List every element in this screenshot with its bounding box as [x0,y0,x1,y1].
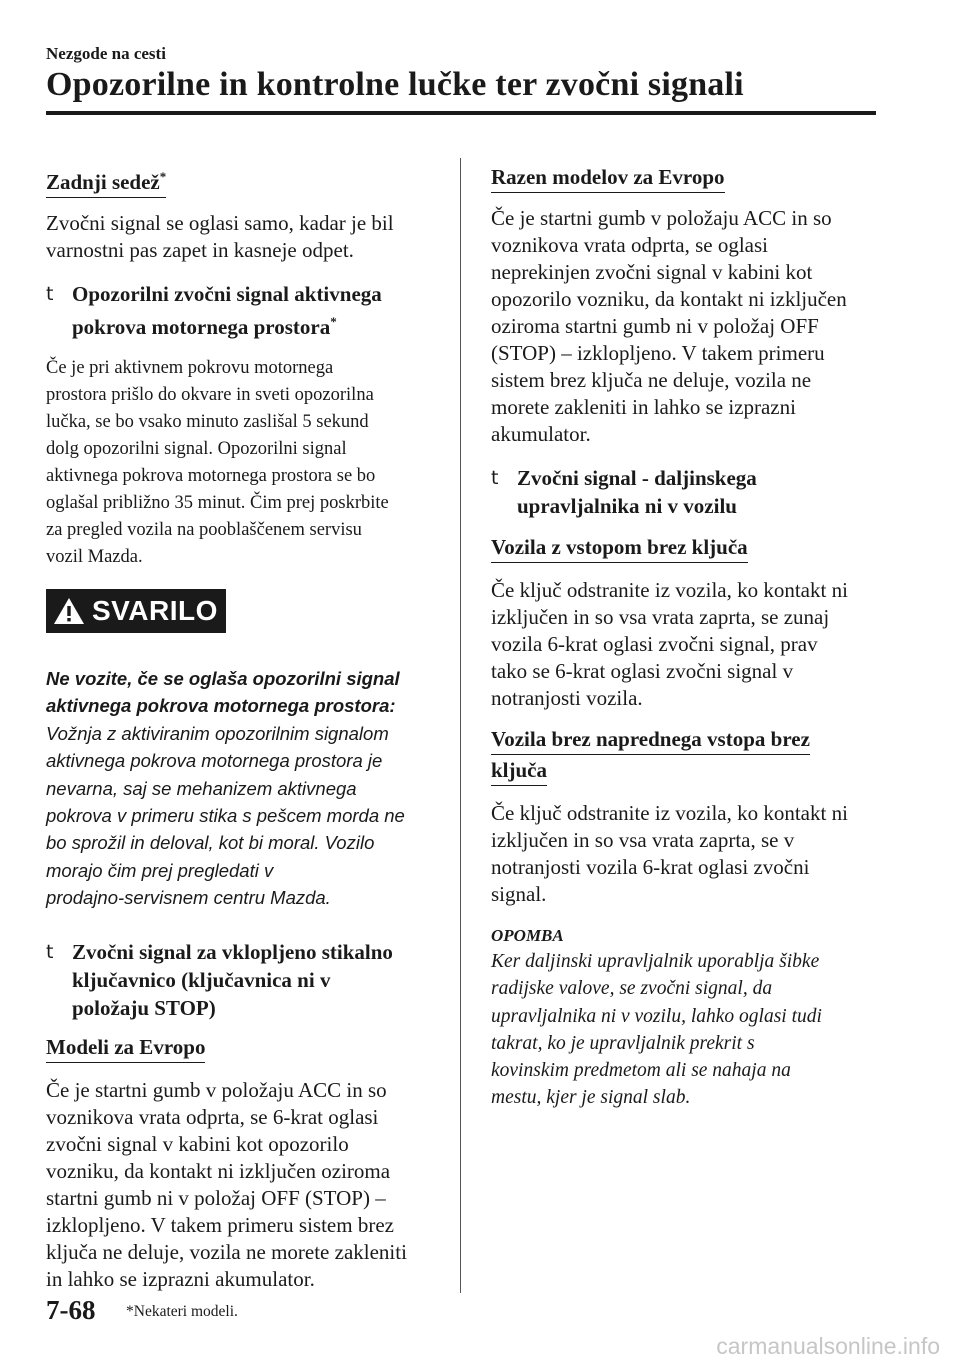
heading-ignition-switch: t Zvočni signal za vklopljeno stikalno ključavnico (ključavnica ni v položaju STOP) [46,939,393,1020]
left-column [46,160,436,1293]
note-text: Ker daljinski upravljalnik uporablja šibke radijske valove, se zvočni signal, da upravljalnika ni v vozilu, lahko oglasi tudi takrat, ko je upravljalnik prekrit s kovinskim predmetom ali se nahaja na mestu, kjer je signal slab. [491,951,822,1109]
page-title: Opozorilne in kontrolne lučke ter zvočni signali [46,66,744,103]
heading-no-advanced-keyless-line2: ključa [491,757,547,786]
heading-europe-models: Modeli za Evropo [46,1034,205,1063]
bullet-marker: t [46,283,54,305]
header-divider [46,111,876,115]
page-number: 7-68 [46,1295,96,1325]
section-label: Nezgode na cesti [46,44,166,63]
paragraph-no-advanced-keyless: Če ključ odstranite iz vozila, ko kontakt ni izključen in so vsa vrata zaprta, se v notranjosti vozila 6-krat oglasi zvočni signal. [491,801,848,906]
heading-active-bonnet: t Opozorilni zvočni signal aktivnega pokrova motornega prostora* [46,282,382,339]
warning-badge: SVARILO [46,589,226,633]
paragraph-europe-models: Če je startni gumb v položaju ACC in so voznikova vrata odprta, se 6-krat oglasi zvočni signal v kabini kot opozorilo vozniku, da kontakt ni izključen oziroma startni gumb ni v položaj OFF (STOP) – izklopljeno. V takem primeru sistem brez ključa ne deluje, vozila ne morete zakleniti in lahko se izprazni akumulator. [46,1077,407,1291]
bullet-marker: t [46,940,54,963]
right-column [491,160,881,1112]
heading-keyless-entry: Vozila z vstopom brez ključa [491,534,748,563]
footnote: *Nekateri modeli. [126,1303,238,1320]
bullet-marker: t [491,467,499,489]
paragraph-keyless-entry: Če ključ odstranite iz vozila, ko kontakt ni izključen in so vsa vrata zaprta, se zunaj vozila 6-krat oglasi zvočni signal, prav tako se 6-krat oglasi zvočni signal v notranjosti vozila. [491,578,848,710]
heading-remote-not-in-vehicle: t Zvočni signal - daljinskega upravljalnika ni v vozilu [491,466,757,518]
heading-except-europe: Razen modelov za Evropo [491,164,725,193]
note-title: OPOMBA [491,926,564,945]
column-divider [460,158,461,1293]
paragraph-active-bonnet: Če je pri aktivnem pokrovu motornega prostora prišlo do okvare in sveti opozorilna lučka, se bo vsako minuto zaslišal 5 sekund dolg opozorilni signal. Opozorilni signal aktivnega pokrova motornega prostora se bo oglašal približno 35 minut. Čim prej poskrbite za pregled vozila na pooblaščenem servisu vozil Mazda. [46,358,389,567]
paragraph-except-europe: Če je startni gumb v položaju ACC in so voznikova vrata odprta, se oglasi neprekinjen zvočni signal v kabini kot opozorilo vozniku, da kontakt ni izključen oziroma startni gumb ni v položaj OFF (STOP) – izklopljeno. V takem primeru sistem brez ključa ne deluje, vozila ne morete zakleniti in lahko se izprazni akumulator. [491,206,847,446]
watermark: carmanualsonline.info [716,1333,940,1359]
warning-triangle-icon [52,596,86,626]
heading-rear-seat: Zadnji sedež* [46,164,166,198]
heading-no-advanced-keyless: Vozila brez naprednega vstopa brez [491,726,810,755]
warning-text: Ne vozite, če se oglaša opozorilni signal aktivnega pokrova motornega prostora: Vožnja z aktiviranim opozorilnim signalom aktivnega pokrova motornega prostora je nevarna, saj se mehanizem aktivnega pokrova v primeru stika s pešcem morda ne bo sprožil in deloval, kot bi moral. Vozilo morajo čim prej pregledati v prodajno-servisnem centru Mazda. [46,668,405,909]
paragraph-rear-seat: Zvočni signal se oglasi samo, kadar je bil varnostni pas zapet in kasneje odpet. [46,211,394,262]
